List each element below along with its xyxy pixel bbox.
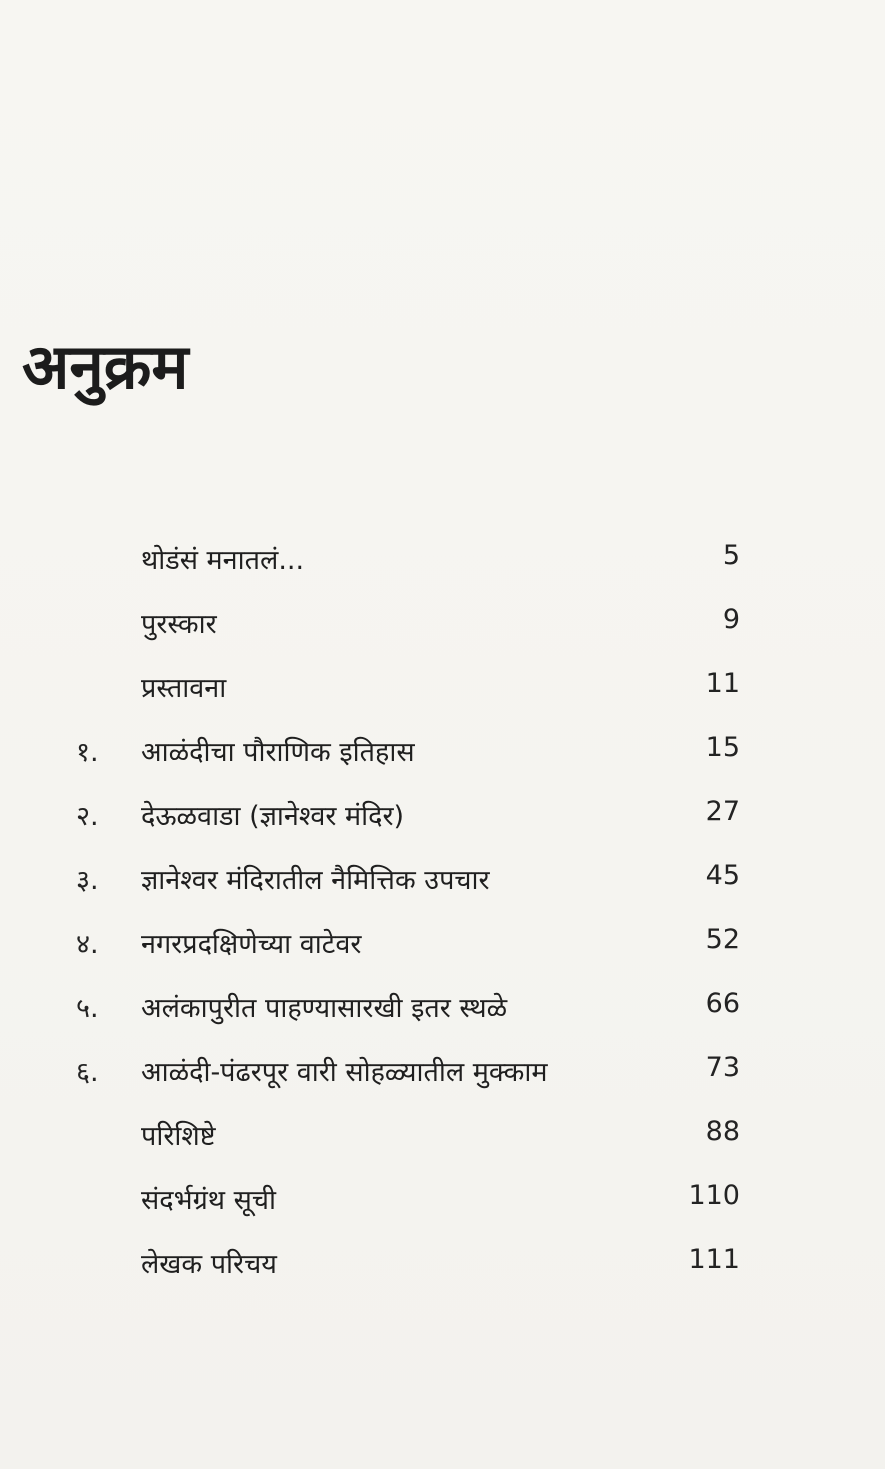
toc-label: प्रस्तावना [141,673,227,704]
toc-label: लेखक परिचय [141,1249,277,1280]
toc-label: ज्ञानेश्वर मंदिरातील नैमित्तिक उपचार [141,865,490,896]
toc-page-number: 5 [722,540,740,571]
toc-number: ४. [76,929,99,960]
toc-row [0,1172,885,1236]
toc-page-number: 73 [705,1052,740,1083]
toc-row [0,596,885,660]
toc-row [0,1108,885,1172]
toc-row [0,916,885,980]
toc-number: ३. [76,865,99,896]
toc-label: देऊळवाडा (ज्ञानेश्वर मंदिर) [141,801,405,832]
toc-row [0,1236,885,1300]
toc-label: थोडंसं मनातलं... [141,545,305,576]
toc-page-number: 27 [705,796,740,827]
toc-number: २. [76,801,99,832]
toc-label: परिशिष्टे [141,1121,216,1152]
toc-row [0,852,885,916]
toc-row [0,532,885,596]
toc-label: संदर्भग्रंथ सूची [141,1185,277,1216]
page-title: अनुक्रम [22,330,189,403]
toc-label: अलंकापुरीत पाहण्यासारखी इतर स्थळे [141,993,508,1024]
toc-page-number: 45 [705,860,740,891]
toc-row [0,724,885,788]
toc-page-number: 52 [705,924,740,955]
toc-row [0,660,885,724]
toc-row [0,980,885,1044]
toc-row [0,1044,885,1108]
toc-row [0,788,885,852]
toc-label: आळंदी-पंढरपूर वारी सोहळ्यातील मुक्काम [141,1057,548,1088]
toc-page-number: 111 [688,1244,740,1275]
toc-number: ५. [76,993,99,1024]
toc-page-number: 88 [705,1116,740,1147]
toc-label: नगरप्रदक्षिणेच्या वाटेवर [141,929,362,960]
toc-page-number: 110 [688,1180,740,1211]
toc-page-number: 11 [705,668,740,699]
toc-number: १. [76,737,99,768]
toc-label: आळंदीचा पौराणिक इतिहास [141,737,415,768]
table-of-contents [0,532,885,1300]
toc-number: ६. [76,1057,99,1088]
toc-page-number: 15 [705,732,740,763]
toc-page-number: 66 [705,988,740,1019]
toc-label: पुरस्कार [141,609,217,640]
toc-page-number: 9 [722,604,740,635]
